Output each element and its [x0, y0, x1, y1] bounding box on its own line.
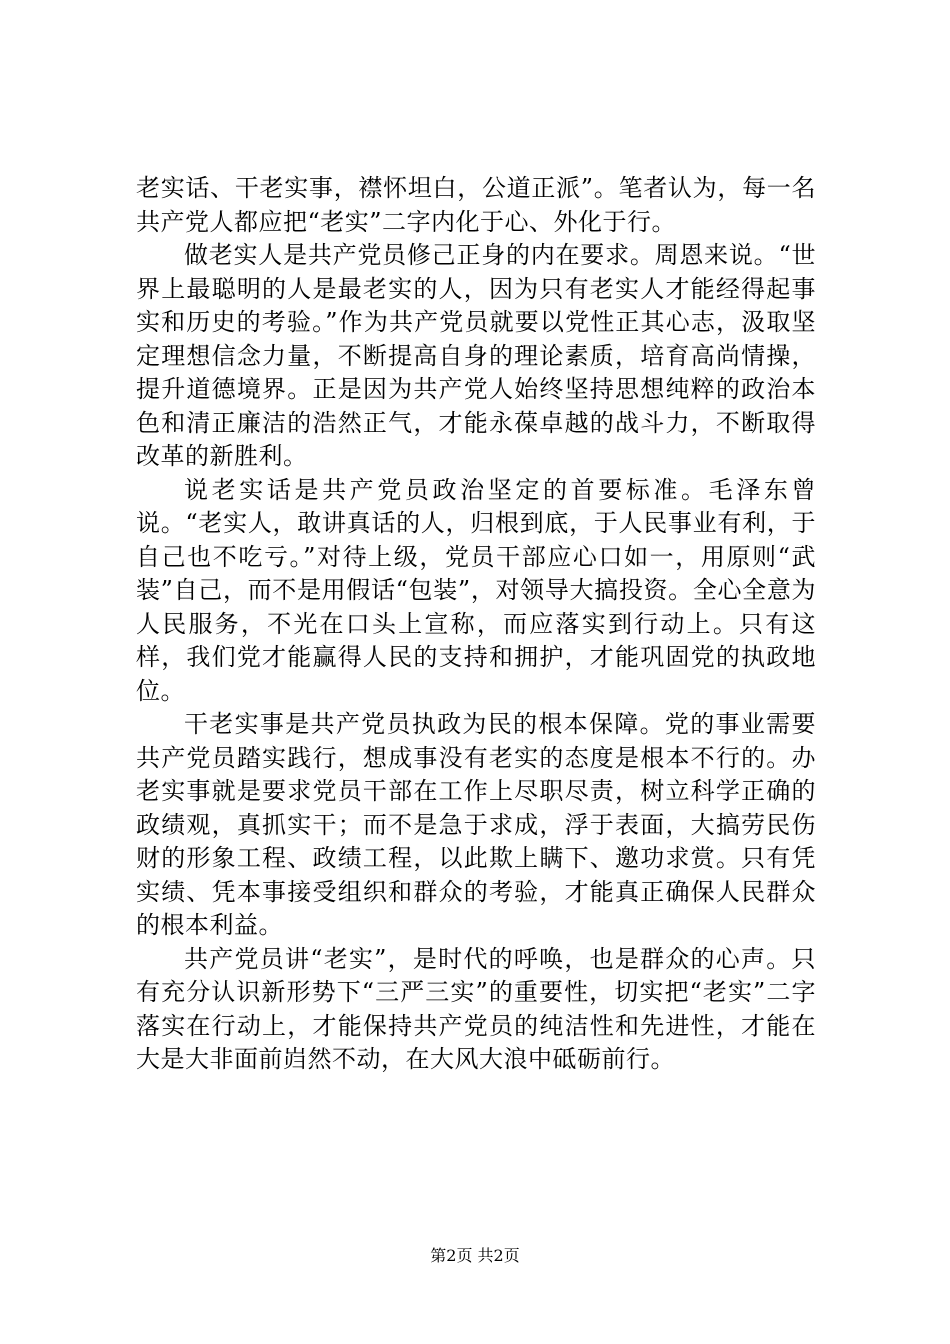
paragraph-2: 做老实人是共产党员修己正身的内在要求。周恩来说。“世界上最聪明的人是最老实的人，因为只有老实人才能经得起事实和历史的考验。”作为共产党员就要以党性正其心志，汲取坚定理想信念力量，不断提高自身的理论素质，培育高尚情操，提升道德境界。正是因为共产党人始终坚持思想纯粹的政治本色和清正廉洁的浩然正气，才能永葆卓越的战斗力，不断取得改革的新胜利。	[136, 241, 816, 470]
page-number-footer: 第2页 共2页	[430, 1246, 520, 1265]
paragraph-3: 说老实话是共产党员政治坚定的首要标准。毛泽东曾说。“老实人，敢讲真话的人，归根到底，于人民事业有利，于自己也不吃亏。”对待上级，党员干部应心口如一，用原则“武装”自己，而不是用假话“包装”，对领导大搞投资。全心全意为人民服务，不光在口头上宣称，而应落实到行动上。只有这样，我们党才能赢得人民的支持和拥护，才能巩固党的执政地位。	[136, 475, 816, 705]
paragraph-5: 共产党员讲“老实”，是时代的呼唤，也是群众的心声。只有充分认识新形势下“三严三实”的重要性，切实把“老实”二字落实在行动上，才能保持共产党员的纯洁性和先进性，才能在大是大非面前岿然不动，在大风大浪中砥砺前行。	[136, 944, 816, 1073]
document-body	[136, 172, 816, 1077]
paragraph-1: 老实话、干老实事，襟怀坦白，公道正派”。笔者认为，每一名共产党人都应把“老实”二字内化于心、外化于行。	[136, 174, 816, 236]
paragraph-4: 干老实事是共产党员执政为民的根本保障。党的事业需要共产党员踏实践行，想成事没有老实的态度是根本不行的。办老实事就是要求党员干部在工作上尽职尽责，树立科学正确的政绩观，真抓实干；而不是急于求成，浮于表面，大搞劳民伤财的形象工程、政绩工程，以此欺上瞒下、邀功求赏。只有凭实绩、凭本事接受组织和群众的考验，才能真正确保人民群众的根本利益。	[136, 710, 816, 939]
